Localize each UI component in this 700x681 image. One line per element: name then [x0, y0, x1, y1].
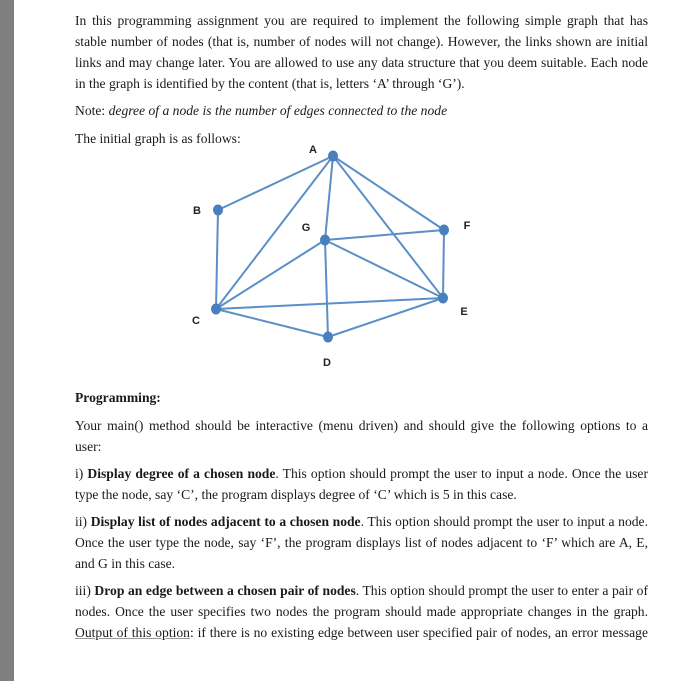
node-label-C: C — [192, 315, 200, 327]
edge-G-F — [325, 230, 444, 240]
option3-line1 — [75, 582, 648, 599]
option1-line2: type the node, say ‘C’, the program displays degree of ‘C’ which is 5 in this case. — [75, 487, 517, 502]
programming-intro-line: user: — [75, 439, 102, 454]
graph-edges — [216, 156, 444, 337]
option3-line2: nodes. Once the user specifies two nodes the program should made appropriate changes in the graph. — [75, 604, 648, 619]
edge-B-C — [216, 210, 218, 309]
intro-line: stable number of nodes (that is, number of nodes will not change). However, the links shown are initial — [75, 34, 648, 49]
edge-A-E — [333, 156, 443, 298]
node-B — [213, 205, 223, 216]
intro-line: links and may change later. You are allowed to use any data structure that you deem suitable. Each node — [75, 55, 648, 70]
edge-C-E — [216, 298, 443, 309]
edge-A-G — [325, 156, 333, 240]
option-title: Display list of nodes adjacent to a chosen node — [90, 514, 361, 529]
option-text: : if there is no existing edge between user specified pair of nodes, an error message — [189, 625, 648, 640]
option1-line1 — [75, 465, 648, 482]
node-label-A: A — [309, 144, 317, 156]
underlined-text: Output of this option — [75, 625, 190, 640]
node-G — [320, 235, 330, 246]
edge-G-E — [325, 240, 443, 298]
intro-line: in the graph is identified by the content (that is, letters ‘A’ through ‘G’). — [75, 76, 465, 91]
option-prefix: ii) — [75, 514, 91, 529]
edge-A-C — [216, 156, 333, 309]
programming-intro-line: Your main() method should be interactive (menu driven) and should give the following options to a — [75, 418, 648, 433]
node-E — [438, 293, 448, 304]
node-F — [439, 225, 449, 236]
option-prefix: i) — [75, 466, 88, 481]
node-A — [328, 151, 338, 162]
option-prefix: iii) — [75, 583, 95, 598]
node-label-G: G — [301, 222, 311, 234]
option2-line2: Once the user type the node, say ‘F’, the program displays list of nodes adjacent to ‘F’ which are A, E, — [75, 535, 648, 550]
node-C — [211, 304, 221, 315]
node-label-B: B — [193, 205, 201, 217]
option3-line3 — [75, 624, 648, 641]
heading-text: Programming: — [75, 390, 161, 405]
node-label-E: E — [460, 306, 468, 318]
option-title: Display degree of a chosen node — [87, 466, 276, 481]
edge-A-F — [333, 156, 444, 230]
graph-intro: The initial graph is as follows: — [75, 131, 241, 146]
option-text: . This option should prompt the user to enter a pair of — [355, 583, 648, 598]
note-label: Note: — [75, 103, 109, 118]
node-label-F: F — [463, 220, 471, 232]
option-text: . This option should prompt the user to input a node. — [360, 514, 648, 529]
node-label-D: D — [323, 357, 331, 369]
edge-A-B — [218, 156, 333, 210]
intro-line: In this programming assignment you are required to implement the following simple graph that has — [75, 13, 648, 28]
edge-D-E — [328, 298, 443, 337]
edge-F-E — [443, 230, 444, 298]
edge-G-D — [325, 240, 328, 337]
note-text: degree of a node is the number of edges connected to the node — [108, 103, 448, 118]
option-title: Drop an edge between a chosen pair of nodes — [94, 583, 356, 598]
edge-C-D — [216, 309, 328, 337]
edge-G-C — [216, 240, 325, 309]
node-D — [323, 332, 333, 343]
option2-line3: and G in this case. — [75, 556, 176, 571]
programming-heading — [75, 389, 648, 406]
option-text: . This option should prompt the user to input a node. Once the user — [275, 466, 648, 481]
option2-line1 — [75, 513, 648, 530]
